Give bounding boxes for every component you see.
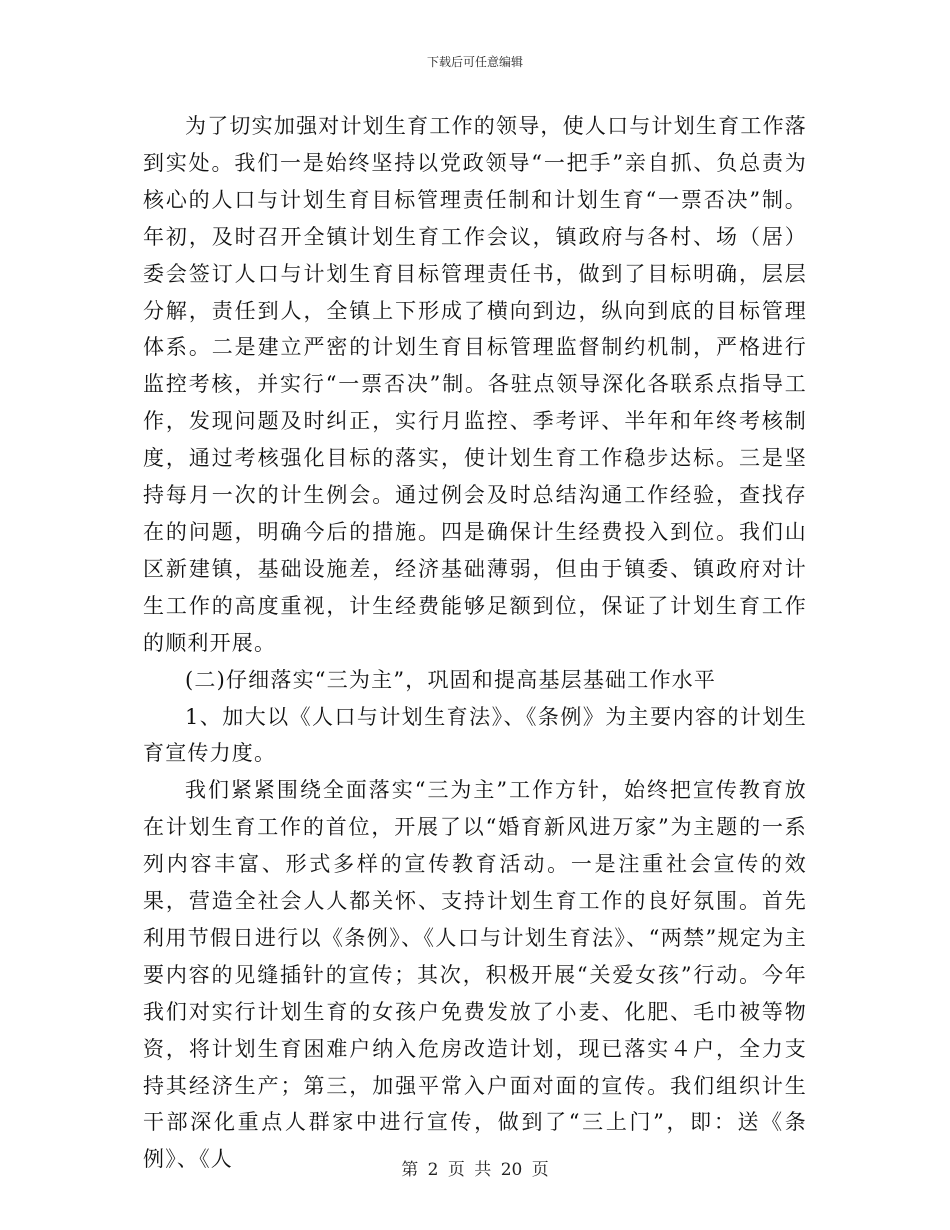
page-footer: 第 2 页 共 20 页 — [401, 1160, 549, 1180]
subheading-publicity: 1、加大以《人口与计划生育法》、《条例》为主要内容的计划生育宣传力度。 — [143, 704, 807, 766]
page-header: 下载后可任意编辑 — [426, 55, 523, 69]
document-body — [143, 108, 807, 1178]
paragraph-publicity-activities: 我们紧紧围绕全面落实“三为主”工作方针，始终把宣传教育放在计划生育工作的首位，开展了以“婚育新风进万家”为主题的一系列内容丰富、形式多样的宣传教育活动。一是注重社会宣传的效果，营造全社会人人都关怀、支持计划生育工作的良好氛围。首先利用节假日进行以《条例》、《人口与计划生育法》、“两禁”规定为主要内容的见缝插针的宣传；其次，积极开展“关爱女孩”行动。今年我们对实行计划生育的女孩户免费发放了小麦、化肥、毛巾被等物资，将计划生育困难户纳入危房改造计划，现已落实４户，全力支持其经济生产；第三，加强平常入户面对面的宣传。我们组织计生干部深化重点人群家中进行宣传，做到了“三上门”，即：送《条例》、《人 — [143, 778, 807, 1172]
section-heading-three-mains: (二)仔细落实“三为主”，巩固和提高基层基础工作水平 — [185, 667, 717, 692]
paragraph-family-planning-leadership: 为了切实加强对计划生育工作的领导，使人口与计划生育工作落到实处。我们一是始终坚持以党政领导“一把手”亲自抓、负总责为核心的人口与计划生育目标管理责任制和计划生育“一票否决”制。年初，及时召开全镇计划生育工作会议，镇政府与各村、场（居）委会签订人口与计划生育目标管理责任书，做到了目标明确，层层分解，责任到人，全镇上下形成了横向到边，纵向到底的目标管理体系。二是建立严密的计划生育目标管理监督制约机制，严格进行监控考核，并实行“一票否决”制。各驻点领导深化各联系点指导工作，发现问题及时纠正，实行月监控、季考评、半年和年终考核制度，通过考核强化目标的落实，使计划生育工作稳步达标。三是坚持每月一次的计生例会。通过例会及时总结沟通工作经验，查找存在的问题，明确今后的措施。四是确保计生经费投入到位。我们山区新建镇，基础设施差，经济基础薄弱，但由于镇委、镇政府对计生工作的高度重视，计生经费能够足额到位，保证了计划生育工作的顺利开展。 — [143, 114, 807, 655]
